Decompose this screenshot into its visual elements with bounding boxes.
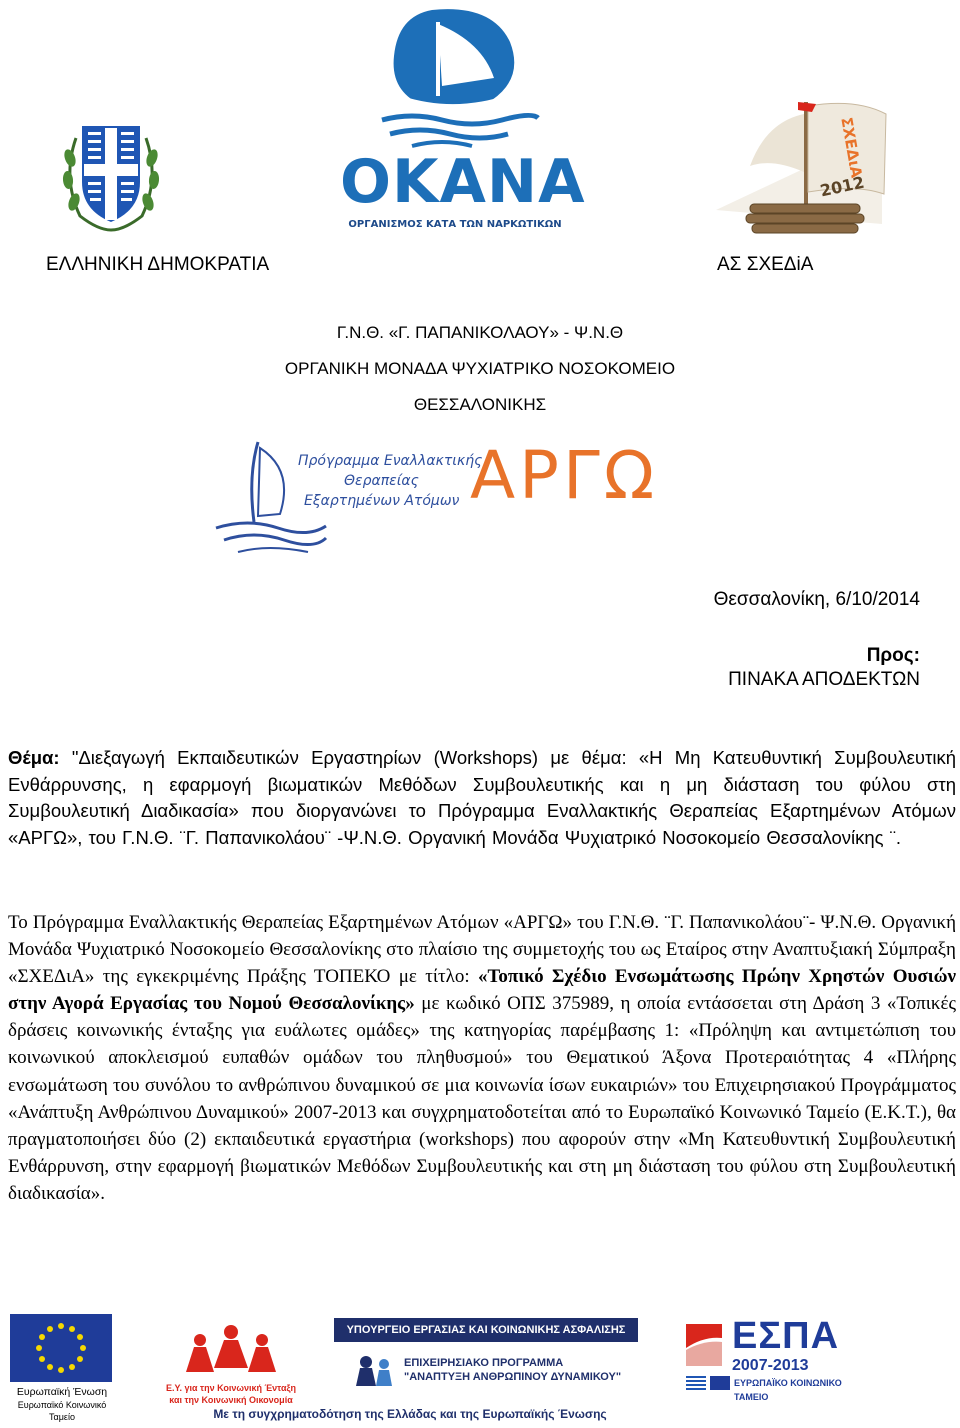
country-label: ΕΛΛΗΝΙΚΗ ΔΗΜΟΚΡΑΤΙΑ: [46, 254, 270, 275]
program-line-2: "ΑΝΑΠΤΥΞΗ ΑΝΘΡΩΠΙΝΟΥ ΔΥΝΑΜΙΚΟΥ": [404, 1371, 622, 1383]
city-name: ΘΕΣΣΑΛΟΝΙΚΗΣ: [413, 395, 547, 414]
argo-logo: [208, 436, 678, 560]
argo-tagline-line-2: Θεραπείας: [344, 473, 419, 489]
eu-flag-small-icon: [710, 1376, 730, 1390]
ministry-name: ΥΠΟΥΡΓΕΙΟ ΕΡΓΑΣΙΑΣ ΚΑΙ ΚΟΙΝΩΝΙΚΗΣ ΑΣΦΑΛΙΣΗΣ: [346, 1324, 626, 1336]
ey-line-1: Ε.Υ. για την Κοινωνική Ένταξη: [166, 1383, 296, 1393]
eu-flag: [10, 1314, 112, 1382]
eu-label: Ευρωπαϊκή Ένωση: [16, 1386, 108, 1398]
okana-subtitle: ΟΡΓΑΝΙΣΜΟΣ ΚΑΤΑ ΤΩΝ ΝΑΡΚΩΤΙΚΩΝ: [348, 219, 562, 230]
program-logo: [346, 1348, 636, 1394]
subject-text: "Διεξαγωγή Εκπαιδευτικών Εργαστηρίων (Workshops) με θέμα: «Η Μη Κατευθυντική Συμβουλευτική Ενθάρρυνσης, η εφαρμογή βιωματικών Μεθόδων Συμβουλευτικής και η μη διάσταση του φύλου στη Συμβουλευτική Διαδικασία» που διοργανώνει το Πρόγραμμα Εναλλακτικής Θεραπείας Εξαρτημένων Ατόμων «ΑΡΓΩ», του Γ.Ν.Θ. ¨Γ. Παπανικολάου¨ -Ψ.Ν.Θ. Οργανική Μονάδα Ψυχιατρικό Νοσοκομείο Θεσσαλονίκης ¨.: [8, 747, 956, 848]
eu-fund-label: Ευρωπαϊκό Κοινωνικό Ταμείο: [17, 1400, 107, 1422]
sxedia-2012-logo: [706, 92, 896, 242]
program-line-1: ΕΠΙΧΕΙΡΗΣΙΑΚΟ ΠΡΟΓΡΑΜΜΑ: [404, 1357, 564, 1369]
subject-paragraph: [8, 745, 956, 851]
recipient-value: ΠΙΝΑΚΑ ΑΠΟΔΕΚΤΩΝ: [728, 669, 920, 690]
okana-logo: [340, 8, 586, 234]
body-paragraph: [8, 909, 956, 1207]
body-text-part-2: με κωδικό ΟΠΣ 375989, η οποία εντάσσεται στη Δράση 3 «Τοπικές δράσεις κοινωνικής ένταξης για ευάλωτες ομάδες» της κατηγορίας παρέμβασης 1: «Πρόληψη και αντιμετώπιση του κοινωνικού αποκλεισμού ευπαθών ομάδων του πληθυσμού» του Θεματικού Άξονα Προτεραιότητας 4 «Πλήρης ενσωμάτωση του συνόλου το ανθρώπινου δυναμικού σε μια κοινωνία ίσων ευκαιριών» του Επιχειρησιακού Προγράμματος «Ανάπτυξη Ανθρώπινου Δυναμικού» 2007-2013 και συγχρηματοδοτείται από το Ευρωπαϊκό Κοινωνικό Ταμείο (Ε.Κ.Τ.), θα πραγματοποιήσει δύο (2) εκπαιδευτικά εργαστήρια (workshops) που αφορούν στην «Μη Κατευθυντική Συμβουλευτική Ενθάρρυνση, στην εφαρμογή βιωματικών Μεθόδων Συμβουλευτικής και στη μη διάσταση του φύλου στη Συμβουλευτική διαδικασία».: [8, 993, 956, 1204]
ey-line-2: και την Κοινωνική Οικονομία: [169, 1395, 293, 1405]
espa-name: ΕΣΠΑ: [732, 1315, 840, 1357]
greek-coat-of-arms-logo: [58, 118, 164, 232]
greek-flag-icon: [686, 1376, 706, 1390]
recipient-label: Προς:: [866, 645, 920, 666]
partnership-label: ΑΣ ΣΧΕΔiΑ: [717, 254, 814, 275]
body-project-title: «Τοπικό Σχέδιο Ενσωμάτωσης Πρώην Χρηστών Ουσιών στην Αγορά Εργασίας του Νομού Θεσσαλονίκης»: [8, 966, 956, 1015]
subject-label: Θέμα:: [8, 747, 60, 768]
argo-tagline-line-3: Εξαρτημένων Ατόμων: [304, 493, 460, 509]
sxedia-logo-year: 2012: [818, 172, 866, 201]
ey-social-inclusion-logo: [148, 1322, 314, 1412]
argo-name: ΑΡΓΩ: [470, 437, 659, 514]
argo-tagline-line-1: Πρόγραμμα Εναλλακτικής: [298, 453, 483, 469]
place-and-date: Θεσσαλονίκη, 6/10/2014: [713, 589, 920, 610]
ministry-banner: [334, 1318, 638, 1342]
espa-fund: ΕΥΡΩΠΑΪΚΟ ΚΟΙΝΩΝΙΚΟ ΤΑΜΕΙΟ: [734, 1378, 842, 1402]
unit-name: ΟΡΓΑΝΙΚΗ ΜΟΝΑΔΑ ΨΥΧΙΑΤΡΙΚΟ ΝΟΣΟΚΟΜΕΙΟ: [284, 359, 676, 378]
sxedia-logo-word: ΣΧΕΔιΑ: [837, 115, 866, 180]
hospital-name: Γ.Ν.Θ. «Γ. ΠΑΠΑΝΙΚΟΛΑΟΥ» - Ψ.Ν.Θ: [336, 323, 624, 342]
cofinancing-note: Με τη συγχρηματοδότηση της Ελλάδας και της Ευρωπαϊκής Ένωσης: [213, 1407, 607, 1421]
body-text-part-1: Το Πρόγραμμα Εναλλακτικής Θεραπείας Εξαρτημένων Ατόμων «ΑΡΓΩ» του Γ.Ν.Θ. ¨Γ. Παπανικολάου¨- Ψ.Ν.Θ. Οργανική Μονάδα Ψυχιατρικό Νοσοκομείο Θεσσαλονίκης στο πλαίσιο της συμμετοχής του ως Εταίρος στην Αναπτυξιακή Σύμπραξη «ΣΧΕΔιΑ» της εγκεκριμένης Πράξης ΤΟΠΕΚΟ με τίτλο:: [8, 912, 956, 988]
eu-logo: [6, 1314, 118, 1422]
okana-name: ΟΚΑΝΑ: [340, 147, 586, 217]
espa-logo: [682, 1316, 862, 1406]
espa-years: 2007-2013: [732, 1357, 809, 1374]
